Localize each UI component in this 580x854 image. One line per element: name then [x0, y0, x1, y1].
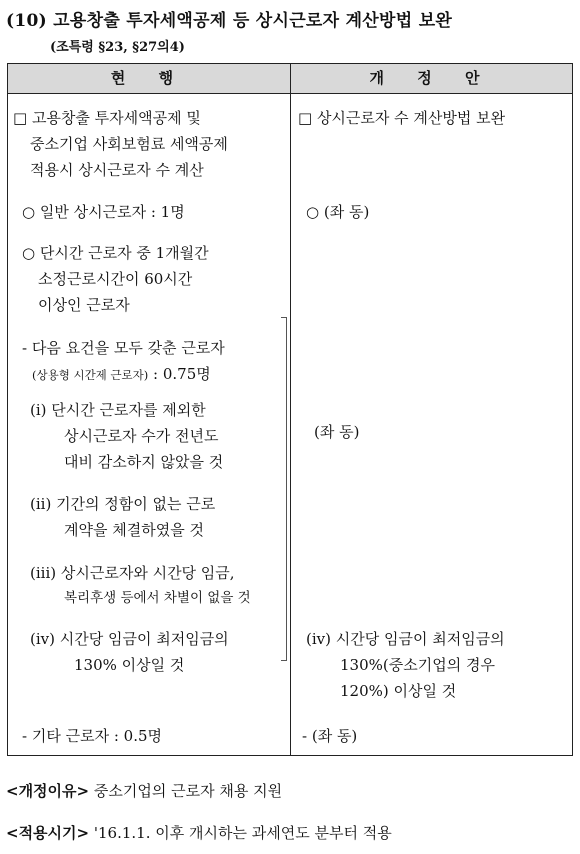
current-cond-iv-line-1: (iv) 시간당 임금이 최저임금의	[30, 630, 229, 648]
current-cond-iv-line-2: 130% 이상일 것	[74, 656, 185, 674]
current-cond-i-line-3: 대비 감소하지 않았을 것	[64, 453, 224, 471]
header-current: 현 행	[110, 69, 188, 87]
regular-parttime-note: (상용형 시간제 근로자)	[32, 368, 149, 382]
revision-reason	[6, 780, 282, 801]
legal-reference: (조특령 §23, §27의4)	[50, 40, 185, 55]
regular-parttime-value: : 0.75명	[153, 365, 211, 383]
current-cond-ii-line-2: 계약을 체결하였을 것	[64, 521, 204, 539]
revision-reason-label: <개정이유>	[6, 782, 90, 800]
current-cond-iii-line-2: 복리후생 등에서 차별이 없을 것	[64, 590, 251, 606]
current-parttime-line-2: 소정근로시간이 60시간	[38, 270, 193, 288]
revised-general-same: ○ (좌 동)	[306, 203, 370, 221]
column-divider	[290, 64, 291, 755]
current-cond-ii-line-1: (ii) 기간의 정함이 없는 근로	[30, 495, 216, 513]
group-bracket	[281, 317, 287, 661]
current-requirements-line-2	[32, 362, 211, 387]
current-cond-iii-line-1: (iii) 상시근로자와 시간당 임금,	[30, 564, 235, 582]
revised-other-same: - (좌 동)	[302, 727, 358, 745]
revision-reason-text: 중소기업의 근로자 채용 지원	[93, 782, 283, 800]
revised-cond-iv-line-2: 130%(중소기업의 경우	[340, 656, 495, 674]
effective-date-text: '16.1.1. 이후 개시하는 과세연도 분부터 적용	[93, 824, 392, 842]
current-cond-i-line-2: 상시근로자 수가 전년도	[64, 427, 219, 445]
current-cond-i-line-1: (i) 단시간 근로자를 제외한	[30, 401, 206, 419]
current-heading-line-1: □ 고용창출 투자세액공제 및	[13, 109, 201, 127]
effective-date	[6, 822, 392, 843]
current-heading-line-3: 적용시 상시근로자 수 계산	[30, 161, 204, 179]
current-parttime-line-1: ○ 단시간 근로자 중 1개월간	[22, 244, 209, 262]
current-heading-line-2: 중소기업 사회보험료 세액공제	[30, 135, 228, 153]
comparison-table	[7, 63, 573, 756]
current-parttime-line-3: 이상인 근로자	[38, 296, 130, 314]
revised-block-same: (좌 동)	[314, 423, 360, 441]
revised-cond-iv-line-3: 120%) 이상일 것	[340, 682, 457, 700]
current-requirements-line-1: - 다음 요건을 모두 갖춘 근로자	[22, 339, 225, 357]
header-revised: 개 정 안	[369, 69, 494, 87]
page-title: (10) 고용창출 투자세액공제 등 상시근로자 계산방법 보완	[6, 11, 453, 31]
effective-date-label: <적용시기>	[6, 824, 90, 842]
current-other-worker: - 기타 근로자 : 0.5명	[22, 727, 162, 745]
current-general-worker: ○ 일반 상시근로자 : 1명	[22, 203, 185, 221]
revised-cond-iv-line-1: (iv) 시간당 임금이 최저임금의	[306, 630, 505, 648]
revised-heading: □ 상시근로자 수 계산방법 보완	[298, 109, 506, 127]
